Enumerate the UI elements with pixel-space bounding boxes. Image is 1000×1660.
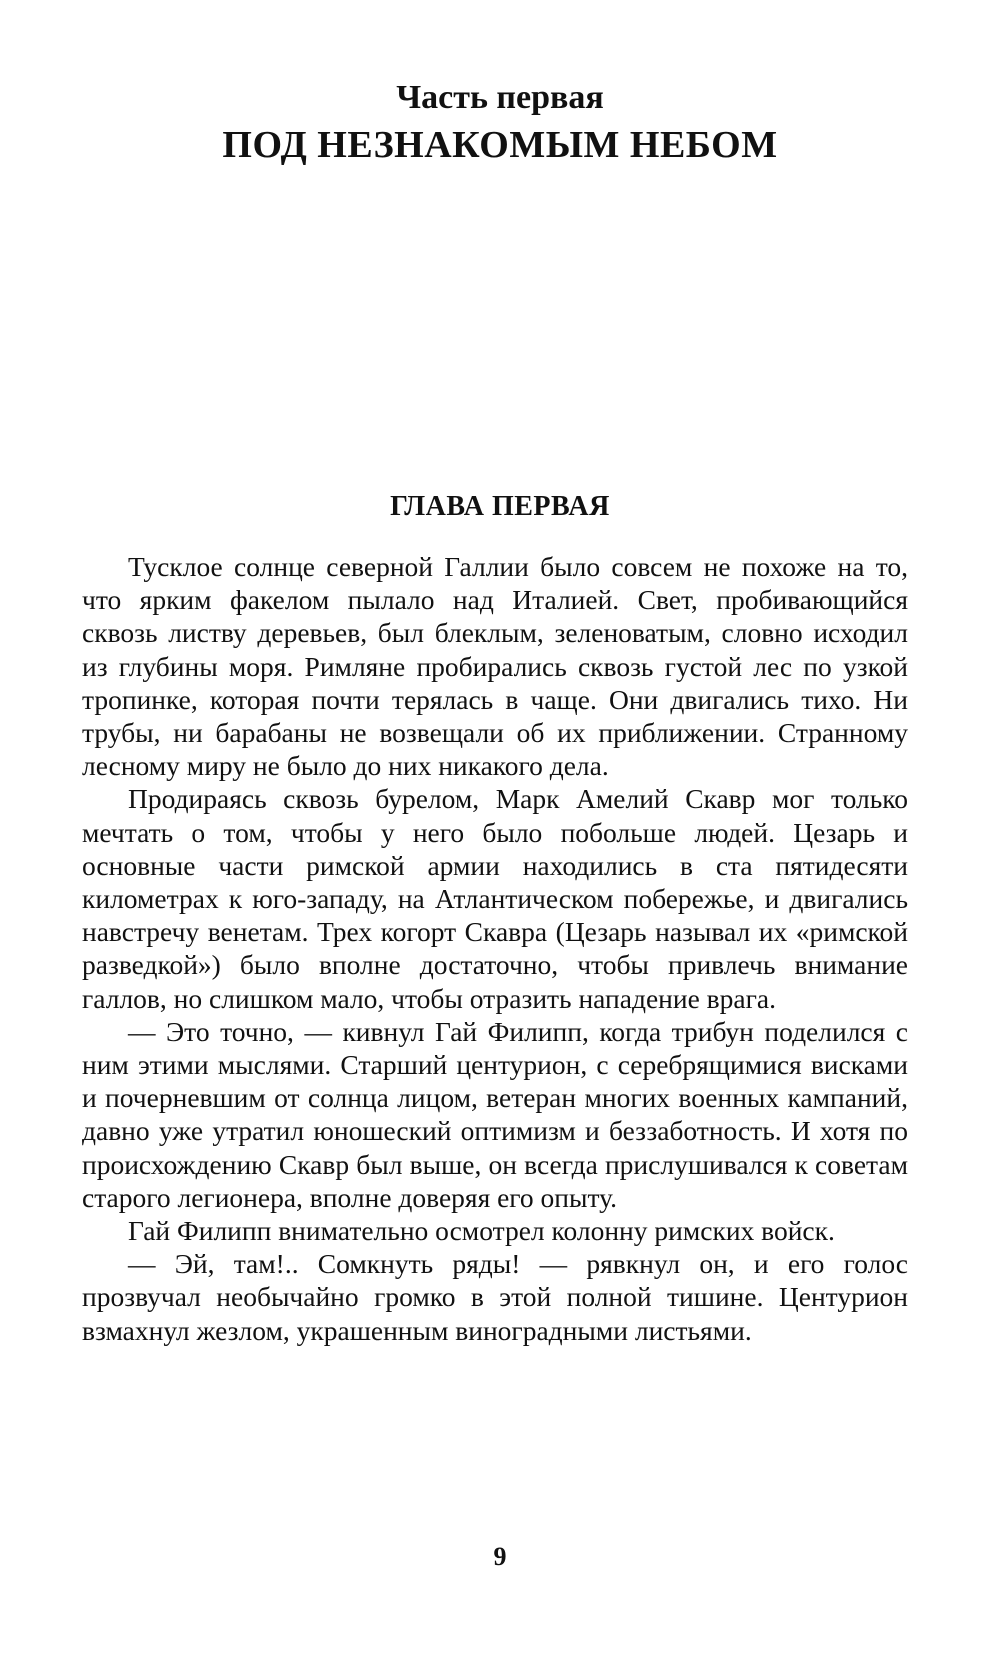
part-title: ПОД НЕЗНАКОМЫМ НЕБОМ — [222, 124, 778, 166]
part-label: Часть первая — [396, 79, 604, 116]
page-number: 9 — [493, 1542, 507, 1571]
paragraph: Гай Филипп внимательно осмотрел колонну римских войск. — [128, 1215, 835, 1247]
paragraph: — Это точно, — кивнул Гай Филипп, когда трибун поделился с ним этими мыслями. Старший центурион, с серебрящимися висками и почерневшим от солнца лицом, ветеран многих военных кампаний, давно уже утратил юношеский оптимизм и беззаботность. И хотя по происхождению Скавр был выше, он всегда прислушивался к советам старого легионера, вполне доверяя его опыту. — [82, 1015, 908, 1213]
chapter-title: ГЛАВА ПЕРВАЯ — [390, 491, 610, 522]
paragraph: Продираясь сквозь бурелом, Марк Амелий Скавр мог только мечтать о том, чтобы у него было побольше людей. Цезарь и основные части римской армии находились в ста пятидесяти километрах к юго-западу, на Атлантическом побережье, и двигались навстречу венетам. Трех когорт Скавра (Цезарь называл их «римской разведкой») было вполне достаточно, чтобы привлечь внимание галлов, но слишком мало, чтобы отразить нападение врага. — [82, 783, 908, 1014]
chapter-body — [82, 550, 908, 1347]
paragraph: Тусклое солнце северной Галлии было совсем не похоже на то, что ярким факелом пылало над Италией. Свет, пробивающийся сквозь листву деревьев, был блеклым, зеленоватым, словно исходил из глубины моря. Римляне пробирались сквозь густой лес по узкой тропинке, которая почти терялась в чаще. Они двигались тихо. Ни трубы, ни барабаны не возвещали об их приближении. Странному лесному миру не было до них никакого дела. — [82, 551, 908, 782]
paragraph: — Эй, там!.. Сомкнуть ряды! — рявкнул он, и его голос прозвучал необычайно громко в этой полной тишине. Центурион взмахнул жезлом, украшенным виноградными листьями. — [82, 1248, 908, 1346]
